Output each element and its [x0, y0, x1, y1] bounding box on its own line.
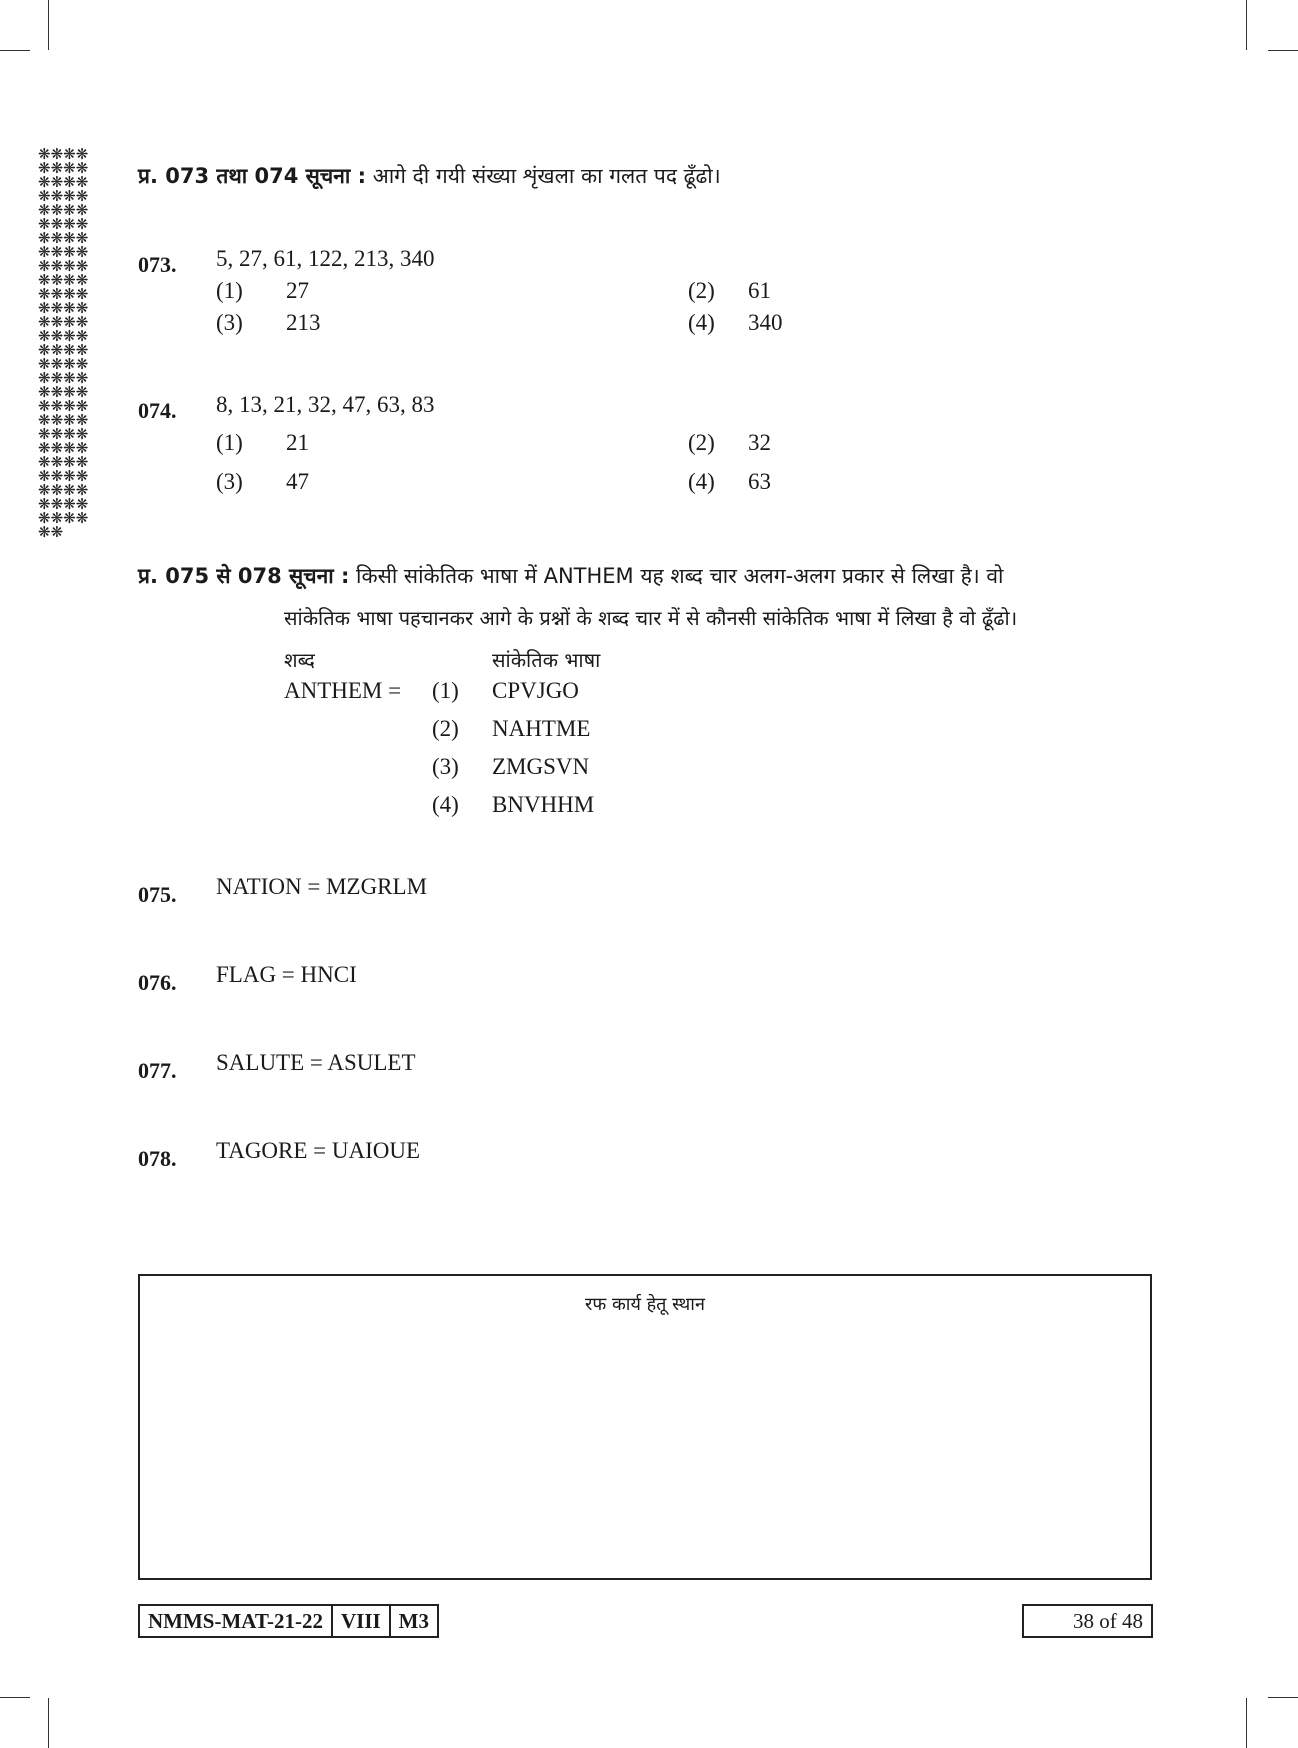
column-header-code: सांकेतिक भाषा	[492, 648, 601, 672]
footer-class: VIII	[331, 1606, 389, 1636]
crop-mark	[1246, 1698, 1247, 1748]
section-heading-075-078	[138, 562, 1003, 590]
section-heading-073-074	[138, 162, 721, 190]
question-number-073: 073.	[138, 252, 177, 277]
q074-option-4-label: (4)	[688, 469, 715, 494]
code-4-label: (4)	[432, 792, 459, 817]
q073-option-3-label: (3)	[216, 310, 243, 335]
rough-work-box	[138, 1274, 1152, 1580]
q074-option-2-value: 32	[748, 430, 771, 455]
q073-option-2-value: 61	[748, 278, 771, 303]
code-2-label: (2)	[432, 716, 459, 741]
q073-option-2-label: (2)	[688, 278, 715, 303]
code-1-label: (1)	[432, 678, 459, 703]
question-number-076: 076.	[138, 970, 177, 995]
anthem-word: ANTHEM =	[284, 678, 402, 703]
code-1-value: CPVJGO	[492, 678, 579, 703]
code-3-label: (3)	[432, 754, 459, 779]
section-heading-line1: किसी सांकेतिक भाषा में ANTHEM यह शब्द चार अलग-अलग प्रकार से लिखा है। वो	[349, 564, 1004, 588]
q074-option-2-label: (2)	[688, 430, 715, 455]
column-header-word: शब्द	[284, 648, 315, 672]
footer-code: NMMS-MAT-21-22	[148, 1608, 323, 1633]
question-number-074: 074.	[138, 398, 177, 423]
footer-page-number: 38 of 48	[1022, 1604, 1153, 1638]
q073-option-3-value: 213	[286, 310, 321, 335]
q073-option-4-value: 340	[748, 310, 783, 335]
question-073-series: 5, 27, 61, 122, 213, 340	[216, 246, 435, 271]
rough-work-title: रफ कार्य हेतू स्थान	[585, 1294, 705, 1315]
section-heading-label: प्र. 075 से 078 सूचना :	[138, 564, 350, 588]
question-076-text: FLAG = HNCI	[216, 962, 357, 987]
section-heading-label: प्र. 073 तथा 074 सूचना :	[138, 164, 367, 188]
footer-paper-code	[138, 1604, 439, 1638]
question-075-text: NATION = MZGRLM	[216, 874, 428, 899]
q074-option-1-value: 21	[286, 430, 309, 455]
question-074-series: 8, 13, 21, 32, 47, 63, 83	[216, 392, 435, 417]
q074-option-1-label: (1)	[216, 430, 243, 455]
decorative-border-pattern: ❋❋❋❋❋❋❋❋❋❋❋❋❋❋❋❋❋❋❋❋❋❋❋❋❋❋❋❋❋❋❋❋❋❋❋❋❋❋❋❋❋❋❋❋❋❋❋❋❋❋❋❋❋❋❋❋❋❋❋❋❋❋❋❋❋❋❋❋❋❋❋❋❋❋❋❋❋❋❋❋❋❋❋❋❋❋❋❋❋❋❋❋❋❋❋❋❋❋❋❋❋❋❋❋❋❋❋❋❋❋	[38, 148, 89, 540]
section-heading-line2: सांकेतिक भाषा पहचानकर आगे के प्रश्नों के शब्द चार में से कौनसी सांकेतिक भाषा में लिखा है वो ढूँढो।	[284, 606, 1018, 630]
crop-mark	[48, 0, 49, 50]
code-3-value: ZMGSVN	[492, 754, 590, 779]
question-078-text: TAGORE = UAIOUE	[216, 1138, 421, 1163]
question-077-text: SALUTE = ASULET	[216, 1050, 416, 1075]
code-2-value: NAHTME	[492, 716, 591, 741]
crop-mark	[48, 1698, 49, 1748]
q074-option-4-value: 63	[748, 469, 771, 494]
question-number-078: 078.	[138, 1146, 177, 1171]
section-heading-text: आगे दी गयी संख्या शृंखला का गलत पद ढूँढो।	[366, 164, 721, 188]
crop-mark	[0, 50, 30, 51]
crop-mark	[1268, 1697, 1298, 1698]
q073-option-4-label: (4)	[688, 310, 715, 335]
q074-option-3-label: (3)	[216, 469, 243, 494]
crop-mark	[0, 1697, 30, 1698]
q073-option-1-label: (1)	[216, 278, 243, 303]
crop-mark	[1246, 0, 1247, 50]
q073-option-1-value: 27	[286, 278, 309, 303]
footer-set: M3	[389, 1606, 437, 1636]
question-number-075: 075.	[138, 882, 177, 907]
question-number-077: 077.	[138, 1058, 177, 1083]
q074-option-3-value: 47	[286, 469, 309, 494]
crop-mark	[1268, 50, 1298, 51]
code-4-value: BNVHHM	[492, 792, 595, 817]
